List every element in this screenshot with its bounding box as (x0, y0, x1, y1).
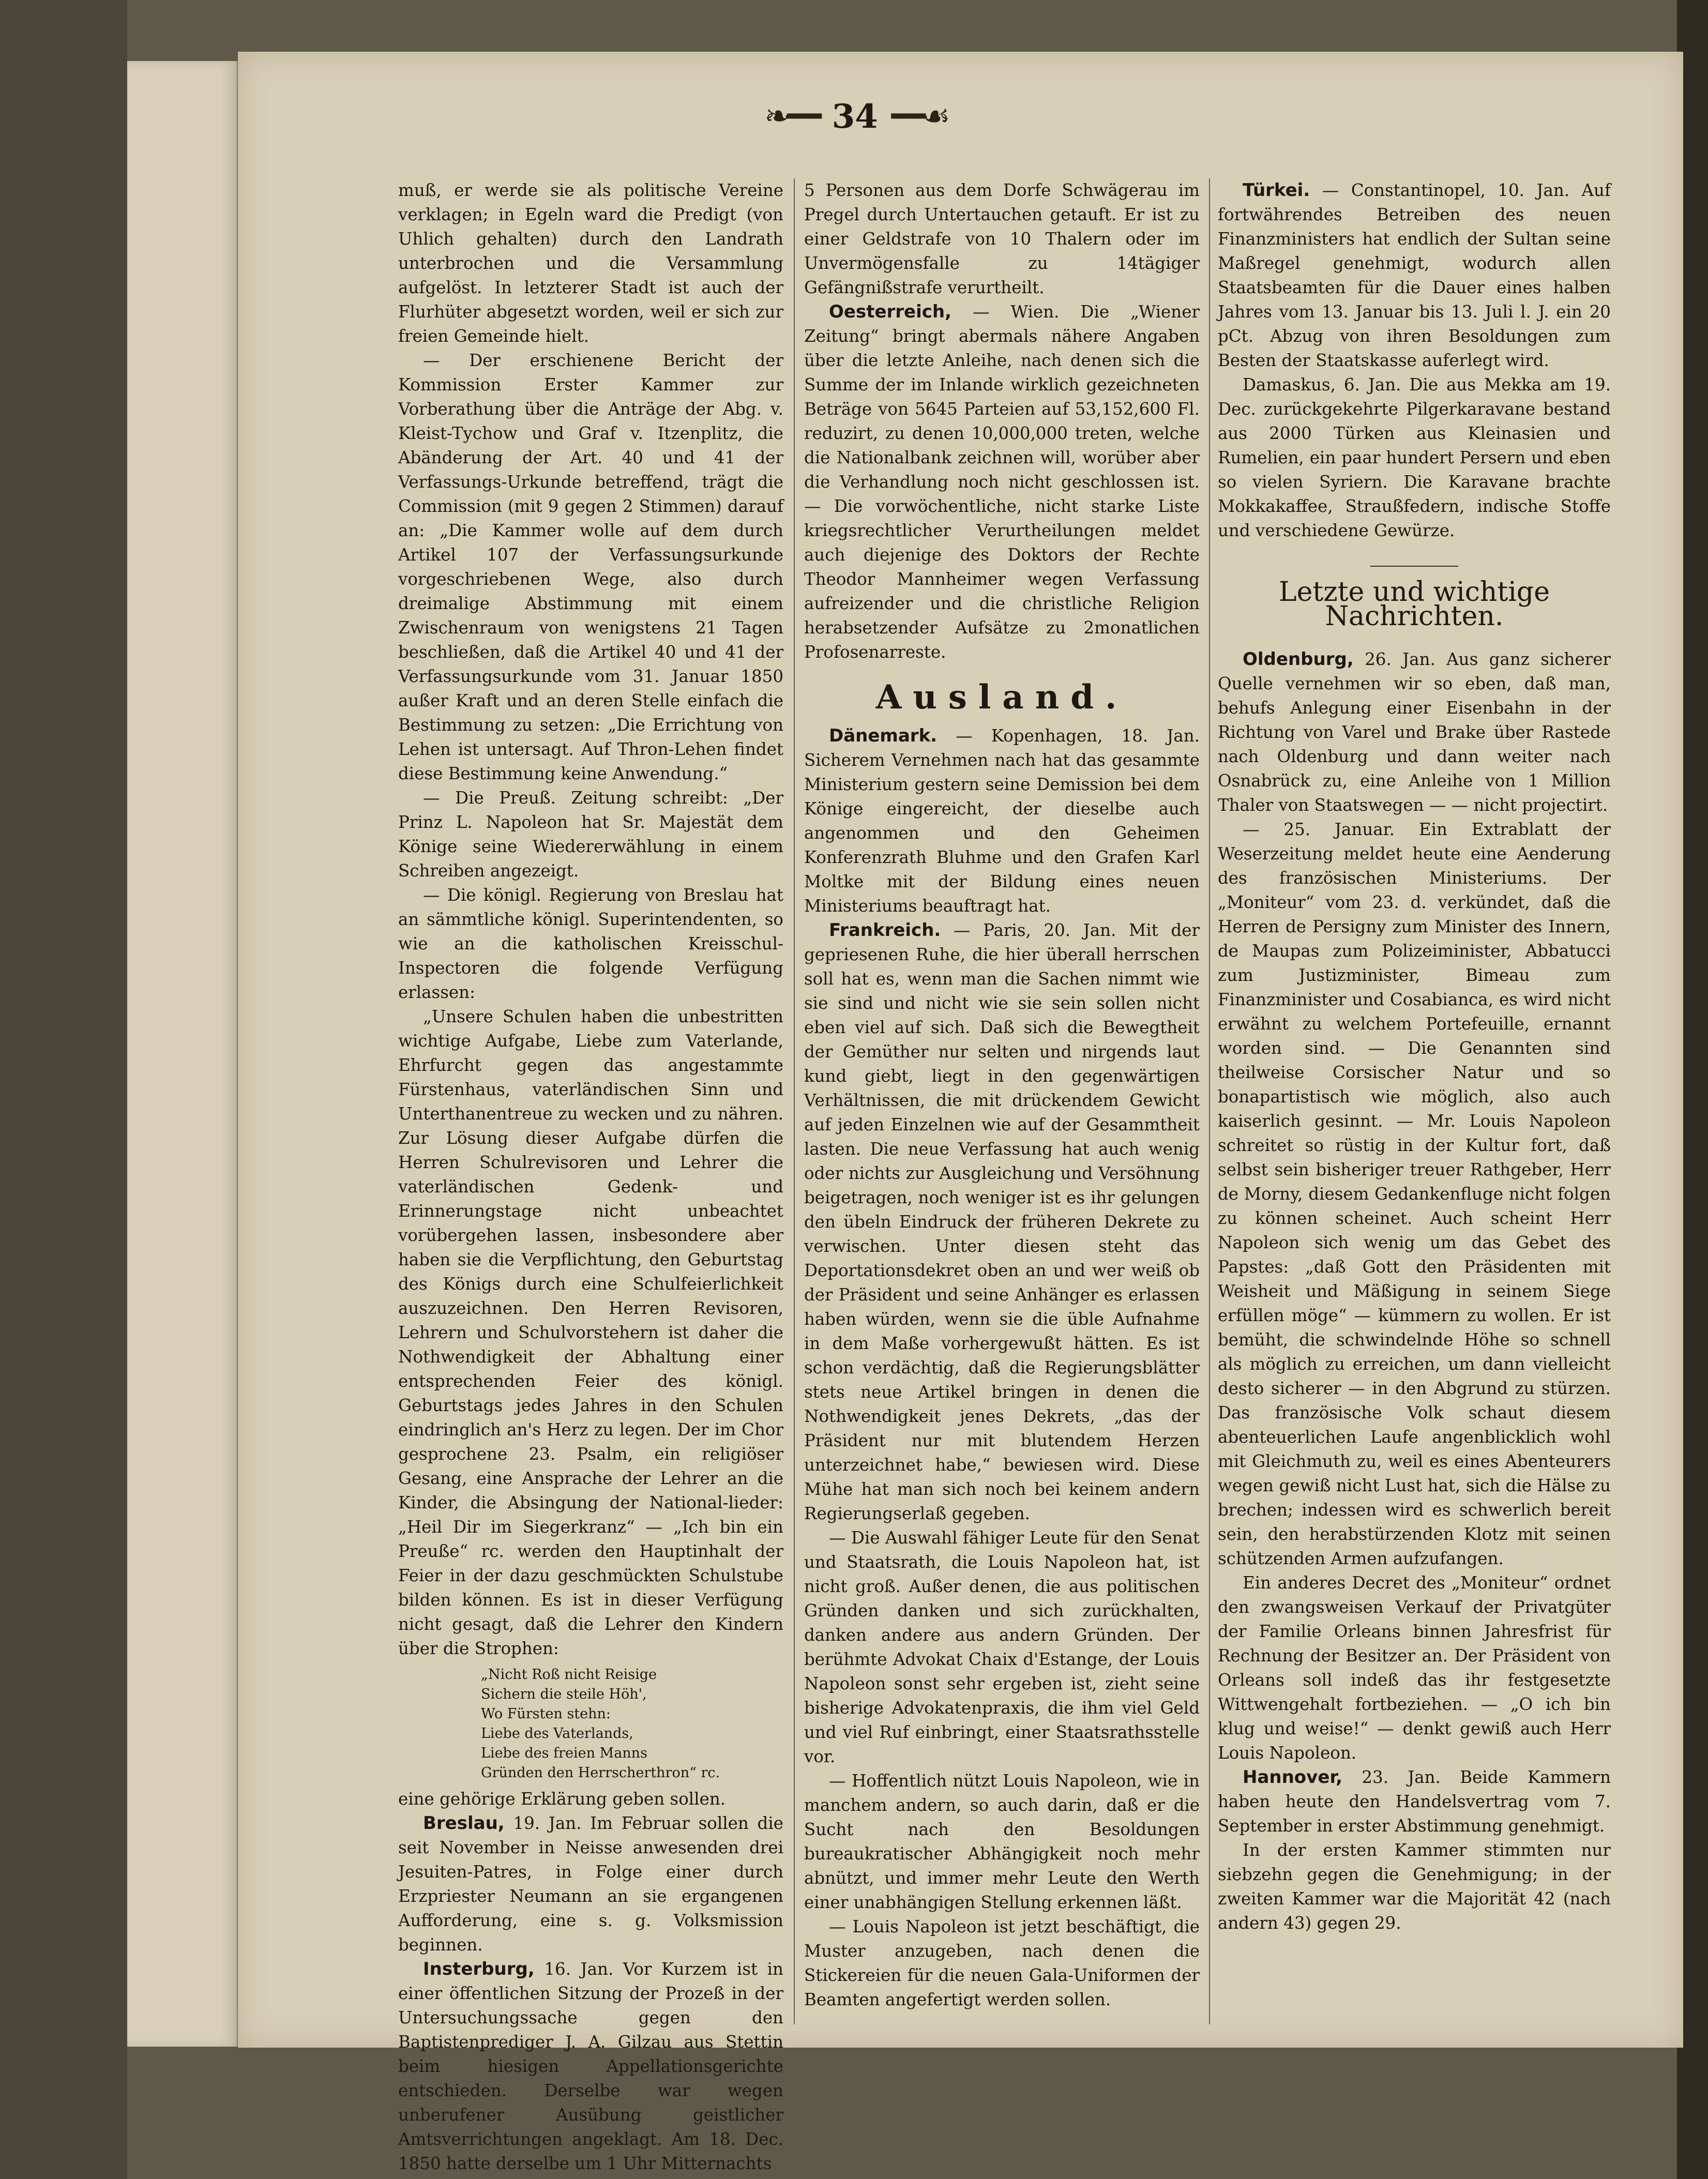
book-page-edge (127, 61, 237, 2047)
poem-line: „Nicht Roß nicht Reisige (481, 1667, 657, 1683)
place-name: Frankreich. (829, 920, 941, 941)
column-3 (1218, 178, 1611, 1935)
article-paragraph: Ein anderes Decret des „Moniteur“ ordnet den zwangsweisen Verkauf der Privatgüter der Familie Orleans binnen Jahresfrist für Rechnung der Besitzer an. Der Präsident von Orleans soll indeß das ihr festgesetzte Wittwengehalt fortbeziehen. — „O ich bin klug und weise!“ — denkt gewiß auch Herr Louis Napoleon. (1218, 1573, 1611, 1763)
article-paragraph: „Unsere Schulen haben die unbestritten wichtige Aufgabe, Liebe zum Vaterlande, Ehrfurcht gegen das angestammte Fürstenhaus, vaterländischen Sinn und Unterthanentreue zu wecken und zu nähren. Zur Lösung dieser Aufgabe dürfen die Herren Schulrevisoren und Lehrer die vaterländischen Gedenk- und Erinnerungstage nicht unbeachtet vorübergehen lassen, insbesondere aber haben sie die Verpflichtung, den Geburtstag des Königs durch eine Schulfeierlichkeit auszuzeichnen. Den Herren Revisoren, Lehrern und Schulvorstehern ist daher die Nothwendigkeit der Abhaltung einer entsprechenden Feier des königl. Geburtstags jedes Jahres in den Schulen eindringlich an's Herz zu legen. Der im Chor gesprochene 23. Psalm, ein religiöser Gesang, eine Ansprache der Lehrer an die Kinder, die Absingung der National-lieder: „Heil Dir im Siegerkranz“ — „Ich bin ein Preuße“ rc. werden den Hauptinhalt der Feier in der dazu geschmückten Schulstube bilden können. Es ist in dieser Verfügung nicht gesagt, daß die Lehrer den Kindern über die Strophen: (398, 1007, 783, 1658)
section-divider (1370, 566, 1458, 567)
article-paragraph: — Louis Napoleon ist jetzt beschäftigt, die Muster anzugeben, nach denen die Stickereien für die neuen Gala-Uniformen der Beamten angefertigt werden sollen. (804, 1917, 1200, 2009)
place-name: Insterburg, (423, 1959, 535, 1979)
column-rule-1 (794, 178, 795, 2024)
column-2 (804, 178, 1200, 2012)
place-name: Türkei. (1243, 180, 1310, 201)
article-text: 19. Jan. Im Februar sollen die seit November in Neisse anwesenden drei Jesuiten-Patres, in Folge einer durch Erzpriester Neumann an sie ergangenen Aufforderung, eine s. g. Volksmission beginnen. (398, 1813, 783, 1955)
article-paragraph: — Der erschienene Bericht der Kommission Erster Kammer zur Vorberathung über die Anträge der Abg. v. Kleist-Tychow und Graf v. Itzenplitz, die Abänderung der Art. 40 und 41 der Verfassungs-Urkunde betreffend, trägt die Commission (mit 9 gegen 2 Stimmen) darauf an: „Die Kammer wolle auf dem durch Artikel 107 der Verfassungsurkunde vorgeschriebenen Wege, also durch dreimalige Abstimmung mit einem Zwischenraum von wenigstens 21 Tagen beschließen, daß die Artikel 40 und 41 der Verfassungsurkunde vom 31. Januar 1850 außer Kraft und an deren Stelle einfach die Bestimmung zu setzen: „Die Errichtung von Lehen ist untersagt. Auf Thron-Lehen findet diese Bestimmung keine Anwendung.“ (398, 351, 783, 783)
article-paragraph: — Hoffentlich nützt Louis Napoleon, wie in manchem andern, so auch darin, daß er die Sucht nach den Besoldungen bureaukratischer Abhängigkeit noch mehr abnützt, und immer mehr Leute den Werth einer unabhängigen Stellung erkennen läßt. (804, 1771, 1200, 1912)
article-daenemark (804, 724, 1200, 918)
article-tuerkei (1218, 178, 1611, 373)
poem-line: Liebe des freien Manns (481, 1745, 647, 1761)
poem-line: Liebe des Vaterlands, (481, 1726, 633, 1742)
section-heading-letzte-nachrichten: Letzte und wichtige Nachrichten. (1279, 577, 1550, 632)
place-name: Oldenburg, (1243, 649, 1354, 670)
article-text: — Kopenhagen, 18. Jan. Sicherem Vernehmen nach hat das gesammte Ministerium gestern seine Demission bei dem Könige eingereicht, der dieselbe auch angenommen und den Geheimen Konferenzrath Bluhme und den Grafen Karl Moltke mit der Bildung eines neuen Ministeriums beauftragt hat. (804, 726, 1200, 916)
poem-line: Sichern die steile Höh', (481, 1686, 647, 1702)
article-insterburg (398, 1957, 783, 2176)
section-heading-ausland: Ausland. (875, 678, 1128, 717)
article-frankreich (804, 918, 1200, 1526)
article-paragraph: — 25. Januar. Ein Extrablatt der Weserzeitung meldet heute eine Aenderung des französischen Ministeriums. Der „Moniteur“ vom 23. d. verkündet, daß die Herren de Persigny zum Minister des Innern, de Maupas zum Polizeiminister, Abbatucci zum Justizminister, Bimeau zum Finanzminister und Cosabianca, es wird nicht erwähnt zu welchem Portefeuille, ernannt worden sind. — Die Genannten sind theilweise Corsischer Natur und so bonapartistisch wie möglich, also auch kaiserlich gesinnt. — Mr. Louis Napoleon schreitet so rüstig in der Kultur fort, daß selbst sein bisheriger treuer Rathgeber, Herr de Morny, diesem Gedankenfluge nicht folgen zu können scheinet. Auch scheint Herr Napoleon sich wenig um das Gebet des Papstes: „daß Gott den Präsidenten mit Weisheit und Mäßigung in seinem Siege erfüllen möge“ — kümmern zu wollen. Er ist bemüht, die schwindelnde Höhe so schnell als möglich zu erreichen, um dann vielleicht desto sicherer — in den Abgrund zu stürzen. Das französische Volk schaut diesem abenteuerlichen Laufe angenblicklich wohl mit Gleichmuth zu, weil es eines Abenteurers wegen gewiß nicht Lust hat, sich die Hälse zu brechen; indessen wird es schwerlich bereit sein, den herabstürzenden Klotz mit seinen schützenden Armen aufzufangen. (1218, 820, 1611, 1568)
place-name: Dänemark. (829, 725, 938, 746)
article-text: — Constantinopel, 10. Jan. Auf fortwährendes Betreiben des neuen Finanzministers hat endlich der Sultan seine Maßregel genehmigt, wodurch allen Staatsbeamten für die Dauer eines halben Jahres vom 13. Januar bis 13. Juli l. J. ein 20 pCt. Abzug von ihren Besoldungen zum Besten der Staatskasse auferlegt wird. (1218, 180, 1611, 370)
ornament-left-icon: ❧━━ (764, 98, 819, 134)
article-paragraph: — Die Auswahl fähiger Leute für den Senat und Staatsrath, die Louis Napoleon hat, ist nicht groß. Außer denen, die aus politischen Gründen danken und sich zurückhalten, danken andere aus andern Gründen. Der berühmte Advokat Chaix d'Estange, der Louis Napoleon sonst sehr ergeben ist, zieht seine bisherige Advokatenpraxis, die ihm viel Geld und viel Ruf einbringt, einer Staatsrathsstelle vor. (804, 1528, 1200, 1766)
article-hannover (1218, 1765, 1611, 1838)
article-paragraph: In der ersten Kammer stimmten nur siebzehn gegen die Genehmigung; in der zweiten Kammer war die Majorität 42 (nach andern 43) gegen 29. (1218, 1840, 1611, 1933)
page-header (636, 78, 1076, 155)
article-text: 16. Jan. Vor Kurzem ist in einer öffentlichen Sitzung der Prozeß in der Untersuchungssache gegen den Baptistenprediger J. A. Gilzau aus Stettin beim hiesigen Appellationsgerichte entschieden. Derselbe war wegen unberufener Ausübung geistlicher Amtsverrichtungen angeklagt. Am 18. Dec. 1850 hatte derselbe um 1 Uhr Mitternachts (398, 1959, 783, 2173)
article-paragraph: eine gehörige Erklärung geben sollen. (398, 1789, 726, 1809)
article-text: 23. Jan. Beide Kammern haben heute den Handelsvertrag vom 7. September in erster Abstimmung genehmigt. (1218, 1767, 1611, 1836)
article-paragraph: — Die königl. Regierung von Breslau hat an sämmtliche königl. Superintendenten, so wie an die katholischen Kreisschul-Inspectoren die folgende Verfügung erlassen: (398, 885, 783, 1002)
column-1 (398, 178, 783, 2176)
article-paragraph: muß, er werde sie als politische Vereine verklagen; in Egeln ward die Predigt (von Uhlich gehalten) durch den Landrath unterbrochen und die Versammlung aufgelöst. In letzterer Stadt ist auch der Flurhüter abgesetzt worden, weil er sich zur freien Gemeinde hielt. (398, 180, 783, 346)
article-text: — Paris, 20. Jan. Mit der gepriesenen Ruhe, die hier überall herrschen soll hat es, wenn man die Sachen nimmt wie sie sind und nicht wie sie sein sollen nicht eben viel auf sich. Daß sich die Bewegtheit der Gemüther nur selten und nirgends laut kund giebt, liegt in den gegenwärtigen Verhältnissen, die mit drückendem Gewicht auf jeden Einzelnen wie auf der Gesammtheit lasten. Die neue Verfassung hat auch wenig oder nichts zur Ausgleichung und Versöhnung beigetragen, noch weniger ist es ihr gelungen den übeln Eindruck der früheren Dekrete zu verwischen. Unter diesen steht das Deportationsdekret oben an und wer weiß ob der Präsident und seine Anhänger es erlassen haben würden, wenn sie die üble Aufnahme in dem Maße vorhergewußt hätten. Es ist schon verdächtig, daß die Regierungsblätter stets neue Artikel bringen in denen die Nothwendigkeit jenes Dekrets, „das der Präsident nur mit blutendem Herzen unterzeichnet habe,“ bewiesen wird. Diese Mühe hat man sich noch bei keinem andern Regierungserlaß gegeben. (804, 920, 1200, 1523)
article-oesterreich (804, 300, 1200, 664)
article-damaskus: Damaskus, 6. Jan. Die aus Mekka am 19. Dec. zurückgekehrte Pilgerkaravane bestand aus 2000 Türken aus Kleinasien und Rumelien, ein paar hundert Persern und eben so vielen Syriern. Die Karavane brachte Mokkakaffee, Straußfedern, indische Stoffe und verschiedene Gewürze. (1218, 375, 1611, 540)
article-paragraph: — Die Preuß. Zeitung schreibt: „Der Prinz L. Napoleon hat Sr. Majestät dem Könige seine Wiedererwählung in einem Schreiben angezeigt. (398, 788, 783, 881)
scan-background-left (0, 0, 127, 2179)
ornament-right-icon: ━━☙ (891, 98, 947, 134)
article-paragraph: 5 Personen aus dem Dorfe Schwägerau im Pregel durch Untertauchen getauft. Er ist zu einer Geldstrafe von 10 Thalern oder im Unvermögensfalle zu 14tägiger Gefängnißstrafe verurtheilt. (804, 180, 1200, 297)
article-oldenburg (1218, 647, 1611, 818)
article-text: 26. Jan. Aus ganz sicherer Quelle vernehmen wir so eben, daß man, behufs Anlegung einer Eisenbahn in der Richtung von Varel und Brake über Rastede nach Oldenburg und dann weiter nach Osnabrück zu, eine Anleihe von 1 Million Thaler von Staatswegen — — nicht projectirt. (1218, 649, 1611, 815)
place-name: Breslau, (423, 1813, 505, 1834)
poem-line: Wo Fürsten stehn: (481, 1706, 611, 1722)
article-text: — Wien. Die „Wiener Zeitung“ bringt abermals nähere Angaben über die letzte Anleihe, nach denen sich die Summe der im Inlande wirklich gezeichneten Beträge von 5645 Parteien auf 53,152,600 Fl. reduzirt, zu denen 10,000,000 treten, welche die Nationalbank zeichnen will, worüber aber die Verhandlung noch nicht geschlossen ist. — Die vorwöchentliche, nicht starke Liste kriegsrechtlicher Verurtheilungen meldet auch diejenige des Doktors der Rechte Theodor Mannheimer wegen Verfassung aufreizender und die christliche Religion herabsetzender Aufsätze zu 2monatlichen Profosenarreste. (804, 302, 1200, 662)
column-rule-2 (1209, 178, 1210, 2024)
place-name: Oesterreich, (829, 301, 952, 322)
poem-line: Gründen den Herrscherthron“ rc. (481, 1765, 720, 1781)
article-breslau (398, 1811, 783, 1957)
page-number: 34 (832, 97, 878, 136)
place-name: Hannover, (1243, 1767, 1343, 1788)
poem-quote (481, 1665, 783, 1783)
